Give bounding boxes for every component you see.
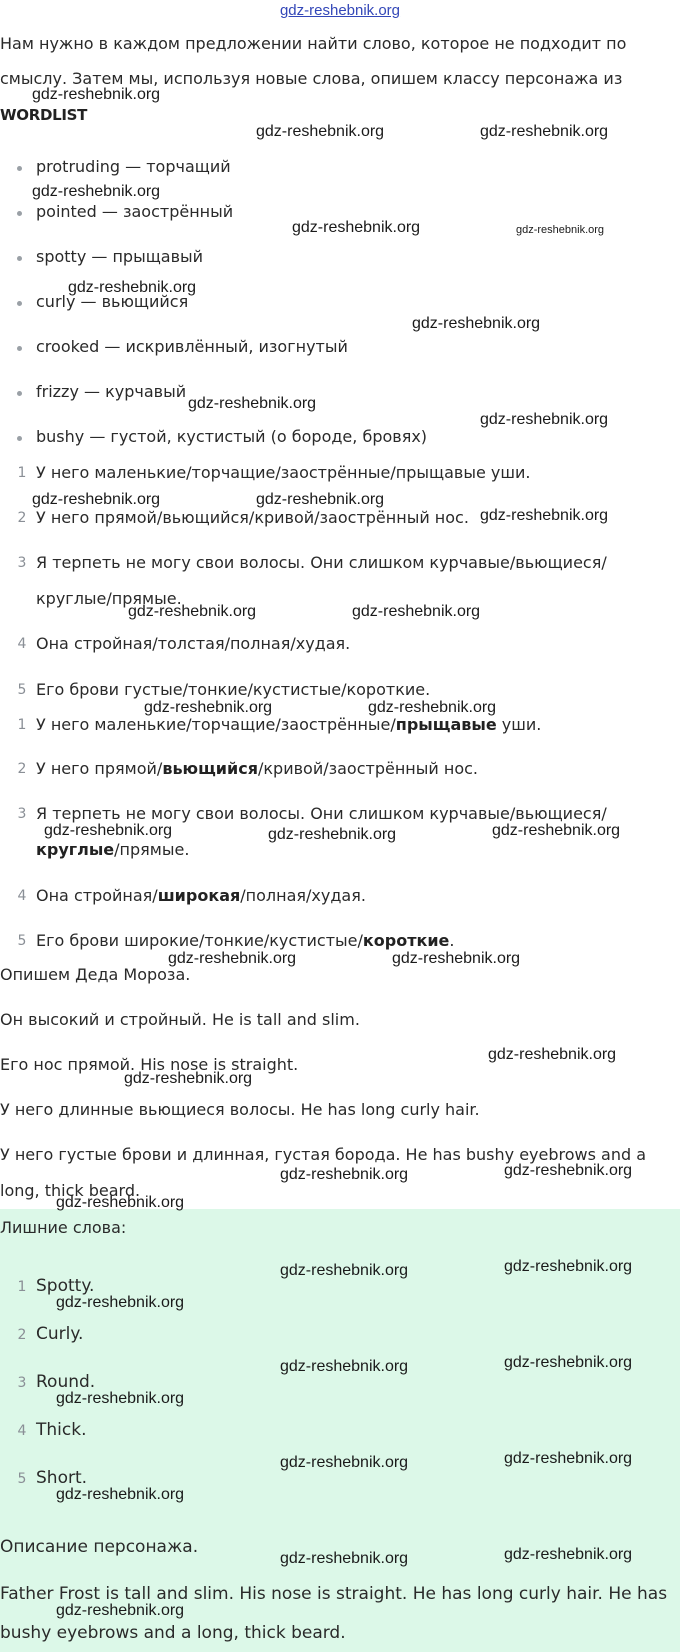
watermark: gdz-reshebnik.org: [256, 491, 385, 508]
watermark: gdz-reshebnik.org: [504, 1258, 633, 1275]
watermark: gdz-reshebnik.org: [492, 822, 621, 839]
character-line: Father Frost is tall and slim. His nose is straight. He has long curly hair. He has: [0, 1584, 668, 1604]
watermark: gdz-reshebnik.org: [412, 315, 541, 332]
answer-sentence: У него прямой/вьющийся/кривой/заострённый нос.: [36, 759, 478, 778]
description-line-cont: long, thick beard.: [0, 1181, 141, 1200]
exercise-sentence-cont: круглые/прямые.: [36, 589, 182, 608]
watermark: gdz-reshebnik.org: [504, 1354, 633, 1371]
extra-number: 5: [17, 1471, 27, 1487]
watermark: gdz-reshebnik.org: [32, 86, 161, 103]
watermark: gdz-reshebnik.org: [480, 507, 609, 524]
watermark: gdz-reshebnik.org: [480, 123, 609, 140]
watermark: gdz-reshebnik.org: [352, 603, 481, 620]
answer-sentence: Она стройная/широкая/полная/худая.: [36, 886, 366, 905]
answer-highlight: прыщавые: [395, 715, 497, 734]
bullet-icon: [17, 211, 22, 216]
watermark: gdz-reshebnik.org: [56, 1486, 185, 1503]
intro-line-2: смыслу. Затем мы, используя новые слова, опишем классу персонажа из: [0, 69, 623, 88]
wordlist-item: pointed — заострённый: [36, 202, 234, 221]
extra-words-heading: Лишние слова:: [0, 1218, 127, 1237]
exercise-sentence: У него маленькие/торчащие/заострённые/прыщавые уши.: [36, 463, 531, 482]
answer-sentence-cont: круглые/прямые.: [36, 840, 190, 859]
extra-word: Round.: [36, 1372, 96, 1392]
watermark: gdz-reshebnik.org: [268, 826, 397, 843]
wordlist-item: protruding — торчащий: [36, 157, 231, 176]
character-heading: Описание персонажа.: [0, 1537, 199, 1557]
watermark: gdz-reshebnik.org: [56, 1194, 185, 1211]
wordlist-item: frizzy — курчавый: [36, 382, 187, 401]
wordlist-item: spotty — прыщавый: [36, 247, 204, 266]
watermark: gdz-reshebnik.org: [504, 1450, 633, 1467]
wordlist-item: crooked — искривлённый, изогнутый: [36, 337, 348, 356]
answer-number: 2: [17, 761, 27, 777]
watermark: gdz-reshebnik.org: [256, 123, 385, 140]
bullet-icon: [17, 301, 22, 306]
wordlist-title: WORDLIST: [0, 106, 88, 124]
exercise-number: 1: [17, 465, 27, 481]
intro-line-1: Нам нужно в каждом предложении найти слово, которое не подходит по: [0, 34, 627, 53]
bullet-icon: [17, 391, 22, 396]
extra-number: 1: [17, 1279, 27, 1295]
answer-highlight: круглые: [36, 840, 115, 859]
watermark: gdz-reshebnik.org: [504, 1162, 633, 1179]
watermark: gdz-reshebnik.org: [488, 1046, 617, 1063]
watermark: gdz-reshebnik.org: [516, 224, 605, 236]
extra-number: 2: [17, 1327, 27, 1343]
watermark: gdz-reshebnik.org: [280, 1166, 409, 1183]
answer-highlight: широкая: [157, 886, 241, 905]
exercise-number: 4: [17, 636, 27, 652]
watermark: gdz-reshebnik.org: [480, 411, 609, 428]
exercise-number: 3: [17, 555, 27, 571]
answer-sentence: У него маленькие/торчащие/заострённые/прыщавые уши.: [36, 715, 542, 734]
exercise-sentence: У него прямой/вьющийся/кривой/заострённый нос.: [36, 508, 469, 527]
extra-number: 3: [17, 1375, 27, 1391]
exercise-sentence: Она стройная/толстая/полная/худая.: [36, 634, 351, 653]
watermark: gdz-reshebnik.org: [292, 219, 421, 236]
watermark: gdz-reshebnik.org: [280, 1262, 409, 1279]
exercise-number: 5: [17, 682, 27, 698]
exercise-sentence: Я терпеть не могу свои волосы. Они слишком курчавые/вьющиеся/: [36, 553, 607, 572]
answer-number: 4: [17, 888, 27, 904]
answer-number: 1: [17, 717, 27, 733]
bullet-icon: [17, 346, 22, 351]
answer-sentence: Я терпеть не могу свои волосы. Они слишком курчавые/вьющиеся/: [36, 804, 607, 823]
extra-number: 4: [17, 1423, 27, 1439]
character-line-cont: bushy eyebrows and a long, thick beard.: [0, 1623, 346, 1643]
watermark: gdz-reshebnik.org: [280, 1550, 409, 1567]
watermark: gdz-reshebnik.org: [56, 1602, 185, 1619]
description-line: Его нос прямой. His nose is straight.: [0, 1055, 299, 1074]
exercise-sentence: Его брови густые/тонкие/кустистые/короткие.: [36, 680, 431, 699]
watermark: gdz-reshebnik.org: [504, 1546, 633, 1563]
watermark: gdz-reshebnik.org: [188, 395, 317, 412]
watermark: gdz-reshebnik.org: [168, 950, 297, 967]
watermark: gdz-reshebnik.org: [68, 279, 197, 296]
answer-number: 3: [17, 806, 27, 822]
answer-sentence: Его брови широкие/тонкие/кустистые/короткие.: [36, 931, 455, 950]
watermark: gdz-reshebnik.org: [280, 1454, 409, 1471]
watermark: gdz-reshebnik.org: [368, 699, 497, 716]
extra-word: Spotty.: [36, 1276, 95, 1296]
extra-word: Short.: [36, 1468, 88, 1488]
answer-number: 5: [17, 933, 27, 949]
answer-highlight: вьющийся: [162, 759, 258, 778]
watermark: gdz-reshebnik.org: [128, 603, 257, 620]
wordlist-item: curly — вьющийся: [36, 292, 189, 311]
bullet-icon: [17, 436, 22, 441]
watermark: gdz-reshebnik.org: [32, 491, 161, 508]
site-link[interactable]: gdz-reshebnik.org: [279, 2, 401, 19]
watermark: gdz-reshebnik.org: [144, 699, 273, 716]
watermark: gdz-reshebnik.org: [280, 1358, 409, 1375]
extra-word: Thick.: [36, 1420, 87, 1440]
description-heading: Опишем Деда Мороза.: [0, 965, 191, 984]
watermark: gdz-reshebnik.org: [32, 183, 161, 200]
watermark: gdz-reshebnik.org: [56, 1390, 185, 1407]
extra-word: Curly.: [36, 1324, 84, 1344]
watermark: gdz-reshebnik.org: [44, 822, 173, 839]
answer-highlight: короткие: [362, 931, 450, 950]
watermark: gdz-reshebnik.org: [124, 1070, 253, 1087]
watermark: gdz-reshebnik.org: [56, 1294, 185, 1311]
wordlist-item: bushy — густой, кустистый (о бороде, бровях): [36, 427, 428, 446]
exercise-number: 2: [17, 510, 27, 526]
bullet-icon: [17, 166, 22, 171]
watermark: gdz-reshebnik.org: [392, 950, 521, 967]
description-line: Он высокий и стройный. He is tall and slim.: [0, 1010, 360, 1029]
bullet-icon: [17, 256, 22, 261]
description-line: У него густые брови и длинная, густая борода. He has bushy eyebrows and a: [0, 1145, 647, 1164]
description-line: У него длинные вьющиеся волосы. He has long curly hair.: [0, 1100, 480, 1119]
